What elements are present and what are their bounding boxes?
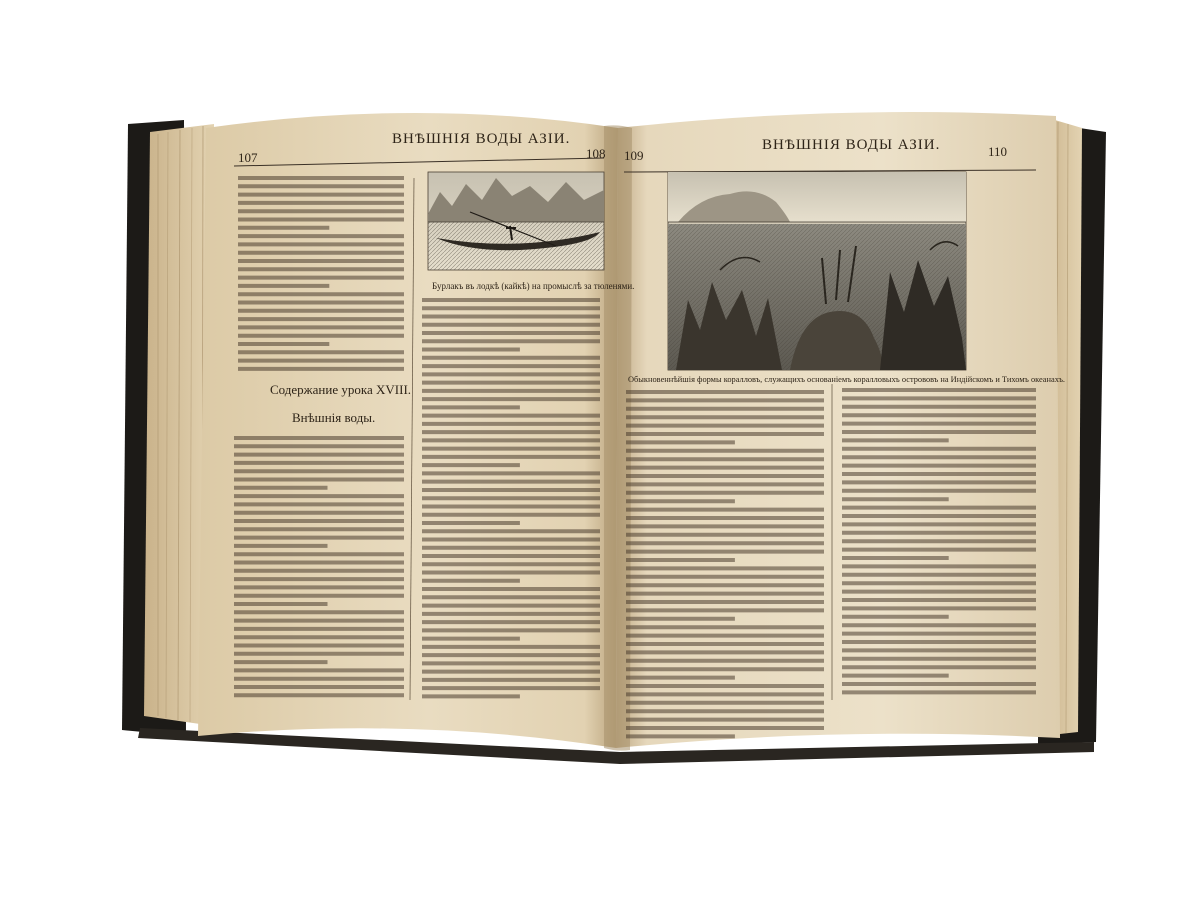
coral-caption: Обыкновеннѣйшія формы коралловъ, служащихъ основаніемъ коралловыхъ острововъ на Индійскомъ и Тихомъ океанахъ. (628, 375, 1066, 384)
right-running-head: ВНѢШНІЯ ВОДЫ АЗІИ. (762, 137, 941, 153)
right-page-number-right: 110 (988, 144, 1008, 159)
section-heading: Внѣшнія воды. (292, 410, 376, 425)
right-page-number-left: 109 (624, 148, 644, 163)
kayak-caption: Бурлакъ въ лодкѣ (кайкѣ) на промыслѣ за тюленями. (432, 281, 635, 291)
left-page-number-left: 107 (238, 150, 258, 165)
lesson-heading: Содержание урока XVIII. (270, 382, 412, 397)
coral-illustration (668, 172, 966, 370)
left-running-head: ВНѢШНІЯ ВОДЫ АЗІИ. (392, 131, 571, 147)
gutter-shadow (604, 125, 632, 750)
kayak-illustration (428, 172, 604, 270)
left-page-number-right: 108 (586, 146, 606, 161)
